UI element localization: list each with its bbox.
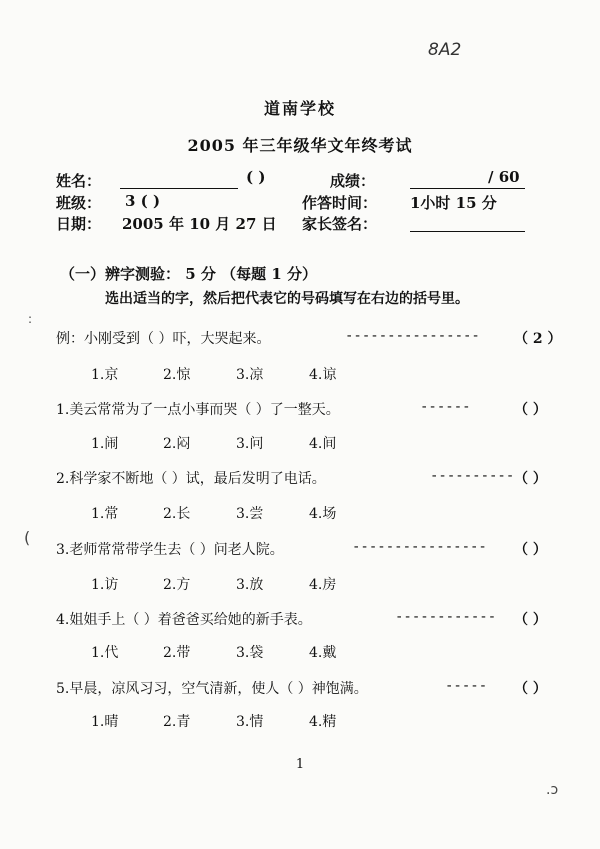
option: 3.问: [236, 436, 264, 452]
option: 3.放: [236, 577, 264, 593]
option: 2.长: [163, 506, 191, 522]
option: 1.晴: [91, 714, 119, 730]
margin-mark: (: [24, 528, 31, 547]
answer-box: （ ）: [514, 542, 547, 558]
question-text: 例：小刚受到（ ）吓，大哭起来。: [56, 331, 271, 347]
date-label: 日期：: [56, 215, 102, 233]
score-line: [410, 188, 525, 189]
answer-box: （ ）: [514, 612, 547, 628]
option: 3.尝: [236, 506, 264, 522]
parent-signature-label: 家长签名：: [302, 215, 378, 233]
question-dashes: ----------------: [345, 328, 480, 344]
option: 3.凉: [236, 367, 264, 383]
question-dashes: -----: [445, 678, 488, 694]
option: 1.常: [91, 506, 119, 522]
section-instruction: 选出适当的字，然后把代表它的号码填写在右边的括号里。: [105, 291, 469, 307]
option: 1.代: [91, 645, 119, 661]
question-text: 4.姐姐手上（ ）着爸爸买给她的新手表。: [56, 612, 312, 628]
class-label: 班级：: [56, 194, 102, 212]
score-total: / 60: [488, 168, 520, 186]
option: 2.闷: [163, 436, 191, 452]
answer-box: （ ）: [514, 681, 547, 697]
score-label: 成绩：: [330, 172, 376, 190]
date-value: 2005 年 10 月 27 日: [122, 215, 277, 233]
answer-box: （ ）: [514, 402, 547, 418]
name-line: [120, 188, 238, 189]
answer-box: （ ）: [514, 471, 547, 487]
option: 1.京: [91, 367, 119, 383]
question-text: 5.早晨，凉风习习，空气清新，使人（ ）神饱满。: [56, 681, 368, 697]
option: 2.带: [163, 645, 191, 661]
option: 4.房: [309, 577, 337, 593]
option: 1.闹: [91, 436, 119, 452]
question-dashes: ------: [420, 399, 471, 415]
option: 2.方: [163, 577, 191, 593]
corner-note: 8A2: [428, 40, 462, 60]
question-dashes: ----------------: [352, 539, 487, 555]
option: 4.场: [309, 506, 337, 522]
option: 1.访: [91, 577, 119, 593]
question-dashes: ------------: [395, 609, 497, 625]
name-paren: ( ): [246, 168, 266, 186]
question-dashes: ----------: [430, 468, 515, 484]
page-number: 1: [295, 757, 305, 772]
exam-title: 2005 年三年级华文年终考试: [187, 136, 413, 155]
question-text: 1.美云常常为了一点小事而哭（ ）了一整天。: [56, 402, 340, 418]
name-label: 姓名：: [56, 172, 102, 190]
question-text: 3.老师常常带学生去（ ）问老人院。: [56, 542, 284, 558]
class-value: 3 ( ): [125, 192, 161, 210]
time-label: 作答时间：: [302, 194, 378, 212]
option: 2.青: [163, 714, 191, 730]
option: 4.间: [309, 436, 337, 452]
parent-signature-line: [410, 231, 525, 232]
option: 2.惊: [163, 367, 191, 383]
answer-box: （ 2 ）: [514, 331, 562, 347]
option: 3.袋: [236, 645, 264, 661]
school-name: 道南学校: [263, 99, 336, 118]
scan-mark: .ɔ: [546, 782, 559, 798]
option: 3.情: [236, 714, 264, 730]
option: 4.戴: [309, 645, 337, 661]
option: 4.谅: [309, 367, 337, 383]
question-text: 2.科学家不断地（ ）试，最后发明了电话。: [56, 471, 326, 487]
time-value: 1小时 15 分: [410, 194, 497, 212]
option: 4.精: [309, 714, 337, 730]
margin-mark: :: [28, 312, 33, 326]
section-heading: （一）辨字测验： 5 分 （每题 1 分）: [60, 265, 317, 283]
